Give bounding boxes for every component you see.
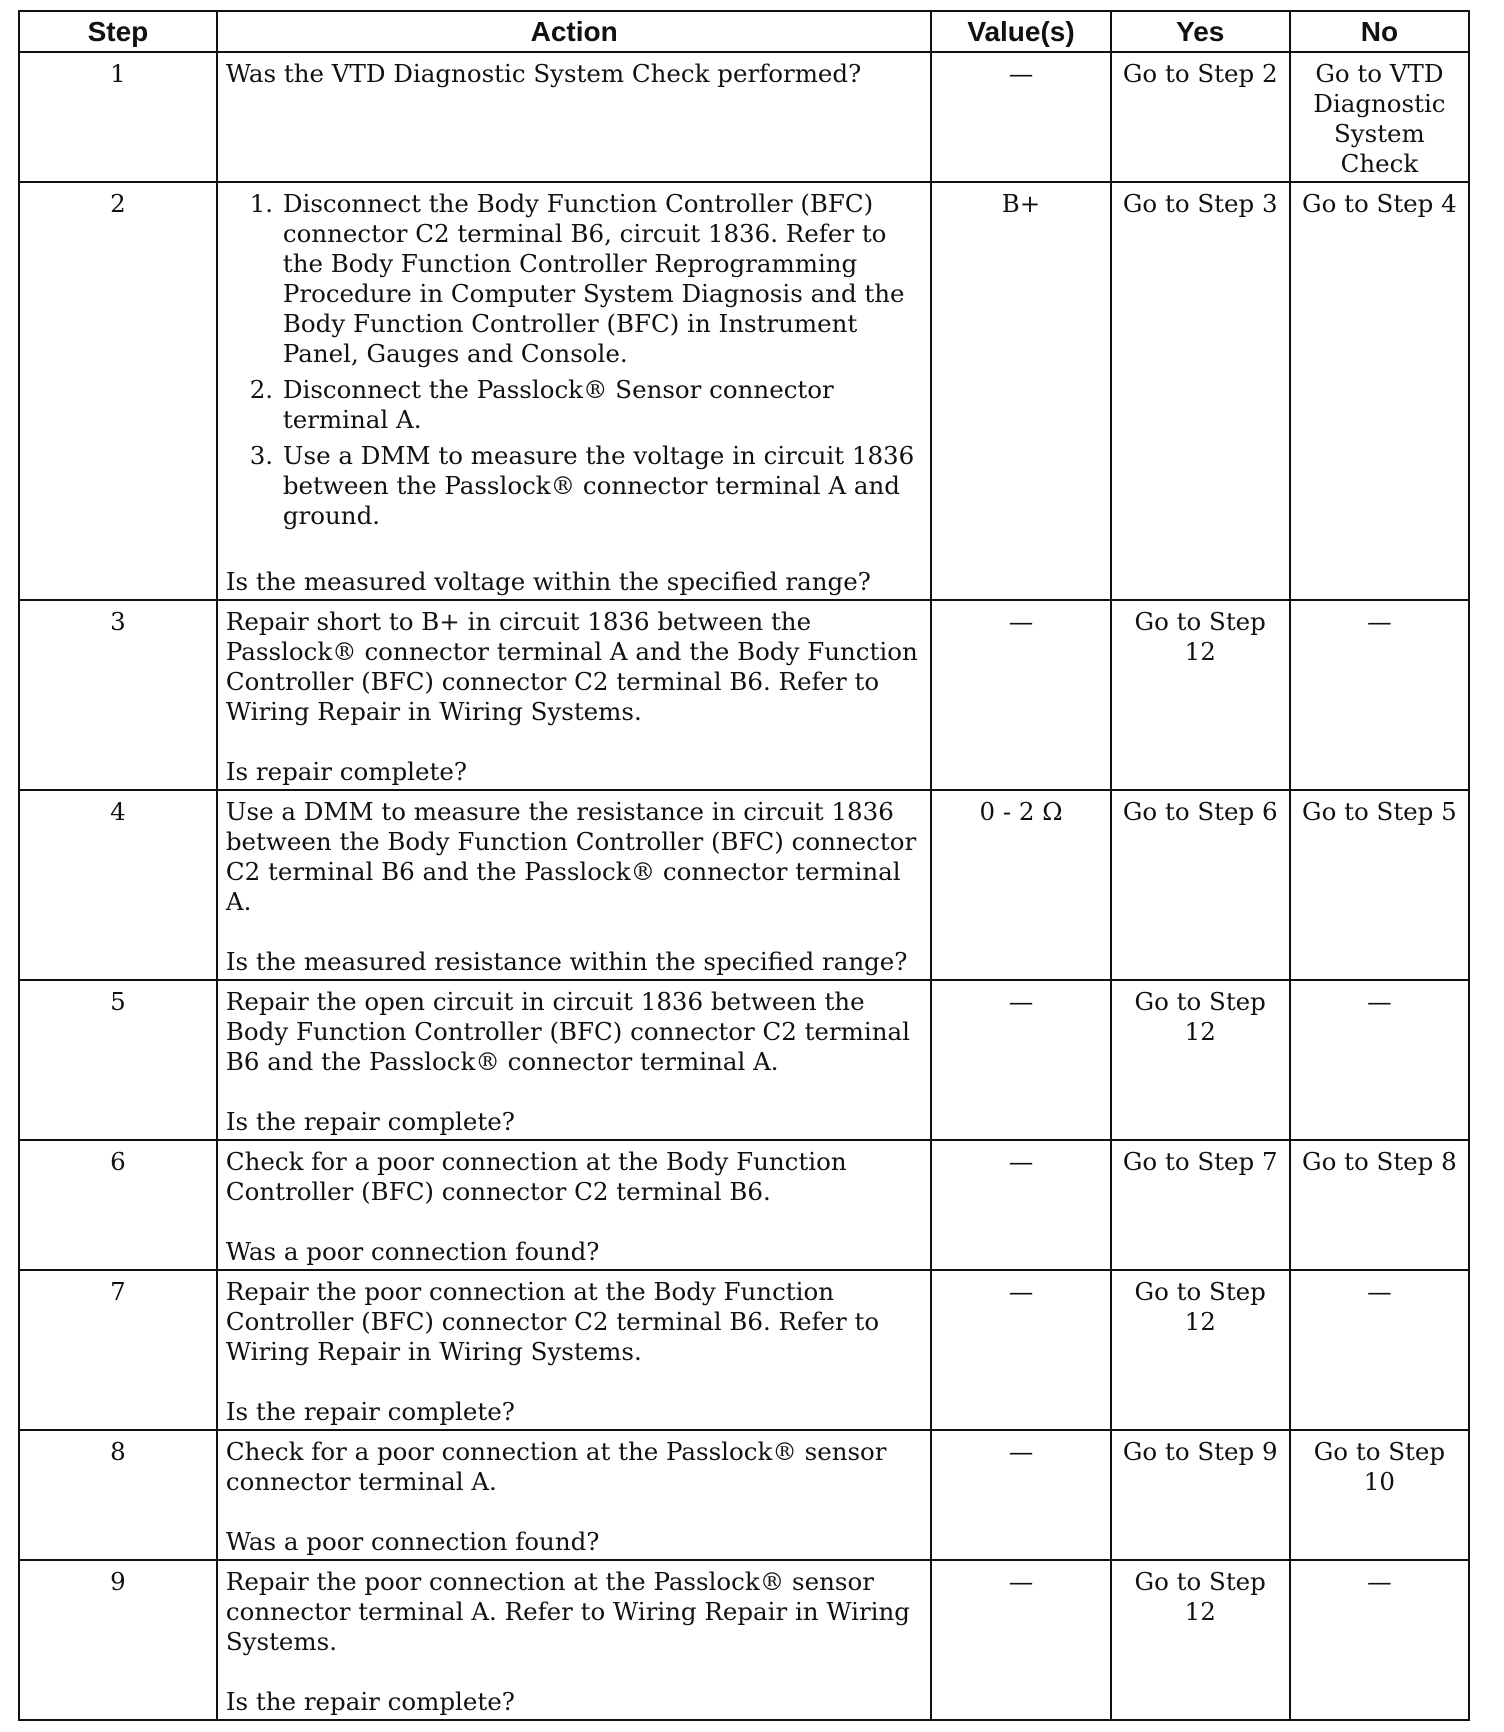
value-cell: 0 - 2 Ω <box>931 790 1110 980</box>
step-number: 7 <box>19 1270 217 1430</box>
no-cell: — <box>1290 1560 1469 1720</box>
header-no: No <box>1290 11 1469 52</box>
action-text: Repair short to B+ in circuit 1836 between the Passlock® connector terminal A and the Body Function Controller (BFC) connector C2 terminal B6. Refer to Wiring Repair in Wiring Systems. <box>225 607 918 726</box>
yes-cell: Go to Step 6 <box>1111 790 1290 980</box>
action-cell <box>217 980 932 1140</box>
no-cell: — <box>1290 600 1469 790</box>
no-cell: Go to Step 10 <box>1290 1430 1469 1560</box>
table-row <box>19 52 1469 182</box>
diagnostic-table <box>18 10 1470 1721</box>
yes-cell: Go to Step 9 <box>1111 1430 1290 1560</box>
value-cell: — <box>931 600 1110 790</box>
value-cell: B+ <box>931 182 1110 600</box>
table-row <box>19 980 1469 1140</box>
step-number: 5 <box>19 980 217 1140</box>
yes-cell: Go to Step 2 <box>1111 52 1290 182</box>
step-number: 9 <box>19 1560 217 1720</box>
substep-list <box>226 189 923 531</box>
action-question: Is the repair complete? <box>225 1687 515 1716</box>
substep-item: 2. Disconnect the Passlock® Sensor connector terminal A. <box>281 375 923 435</box>
step-number: 2 <box>19 182 217 600</box>
step-number: 6 <box>19 1140 217 1270</box>
substep-item: 3. Use a DMM to measure the voltage in circuit 1836 between the Passlock® connector terminal A and ground. <box>281 441 923 531</box>
no-cell: — <box>1290 1270 1469 1430</box>
action-text: Was the VTD Diagnostic System Check performed? <box>225 59 862 88</box>
step-number: 4 <box>19 790 217 980</box>
action-question: Is the repair complete? <box>225 1397 515 1426</box>
action-text: Check for a poor connection at the Passlock® sensor connector terminal A. <box>225 1437 887 1496</box>
action-question: Is the measured resistance within the specified range? <box>225 947 908 976</box>
table-row <box>19 1430 1469 1560</box>
action-question: Was a poor connection found? <box>225 1237 600 1266</box>
action-cell <box>217 1560 932 1720</box>
action-cell <box>217 1430 932 1560</box>
yes-cell: Go to Step 7 <box>1111 1140 1290 1270</box>
no-cell: Go to Step 5 <box>1290 790 1469 980</box>
action-cell <box>217 52 932 182</box>
value-cell: — <box>931 1560 1110 1720</box>
action-cell <box>217 1140 932 1270</box>
value-cell: — <box>931 1140 1110 1270</box>
header-action: Action <box>217 11 932 52</box>
action-question: Was a poor connection found? <box>225 1527 600 1556</box>
table-row <box>19 790 1469 980</box>
table-row <box>19 1560 1469 1720</box>
action-text: Repair the poor connection at the Body Function Controller (BFC) connector C2 terminal B6. Refer to Wiring Repair in Wiring Systems. <box>225 1277 880 1366</box>
table-row <box>19 1270 1469 1430</box>
value-cell: — <box>931 980 1110 1140</box>
value-cell: — <box>931 1430 1110 1560</box>
header-values: Value(s) <box>931 11 1110 52</box>
yes-cell: Go to Step 12 <box>1111 1270 1290 1430</box>
action-text: Use a DMM to measure the resistance in circuit 1836 between the Body Function Controller (BFC) connector C2 terminal B6 and the Passlock® connector terminal A. <box>225 797 917 916</box>
action-cell <box>217 790 932 980</box>
no-cell: Go to Step 4 <box>1290 182 1469 600</box>
header-step: Step <box>19 11 217 52</box>
step-number: 1 <box>19 52 217 182</box>
action-text: Repair the poor connection at the Passlock® sensor connector terminal A. Refer to Wiring Repair in Wiring Systems. <box>225 1567 910 1656</box>
header-yes: Yes <box>1111 11 1290 52</box>
yes-cell: Go to Step 3 <box>1111 182 1290 600</box>
step-number: 3 <box>19 600 217 790</box>
action-question: Is repair complete? <box>225 757 467 786</box>
substep-item: 1. Disconnect the Body Function Controller (BFC) connector C2 terminal B6, circuit 1836. Refer to the Body Function Controller Reprogramming Procedure in Computer System Diagnosis and the Body Function Controller (BFC) in Instrument Panel, Gauges and Console. <box>281 189 923 369</box>
table-row <box>19 1140 1469 1270</box>
step-number: 8 <box>19 1430 217 1560</box>
no-cell: — <box>1290 980 1469 1140</box>
yes-cell: Go to Step 12 <box>1111 1560 1290 1720</box>
table-row <box>19 600 1469 790</box>
table-row <box>19 182 1469 600</box>
yes-cell: Go to Step 12 <box>1111 600 1290 790</box>
action-text: Check for a poor connection at the Body Function Controller (BFC) connector C2 terminal B6. <box>225 1147 847 1206</box>
action-cell <box>217 600 932 790</box>
value-cell: — <box>931 1270 1110 1430</box>
action-cell <box>217 182 932 600</box>
value-cell: — <box>931 52 1110 182</box>
action-cell <box>217 1270 932 1430</box>
action-question: Is the measured voltage within the specified range? <box>225 567 871 596</box>
action-question: Is the repair complete? <box>225 1107 515 1136</box>
yes-cell: Go to Step 12 <box>1111 980 1290 1140</box>
no-cell: Go to Step 8 <box>1290 1140 1469 1270</box>
action-text: Repair the open circuit in circuit 1836 between the Body Function Controller (BFC) connector C2 terminal B6 and the Passlock® connector terminal A. <box>225 987 910 1076</box>
table-header-row <box>19 11 1469 52</box>
no-cell: Go to VTD Diagnostic System Check <box>1290 52 1469 182</box>
